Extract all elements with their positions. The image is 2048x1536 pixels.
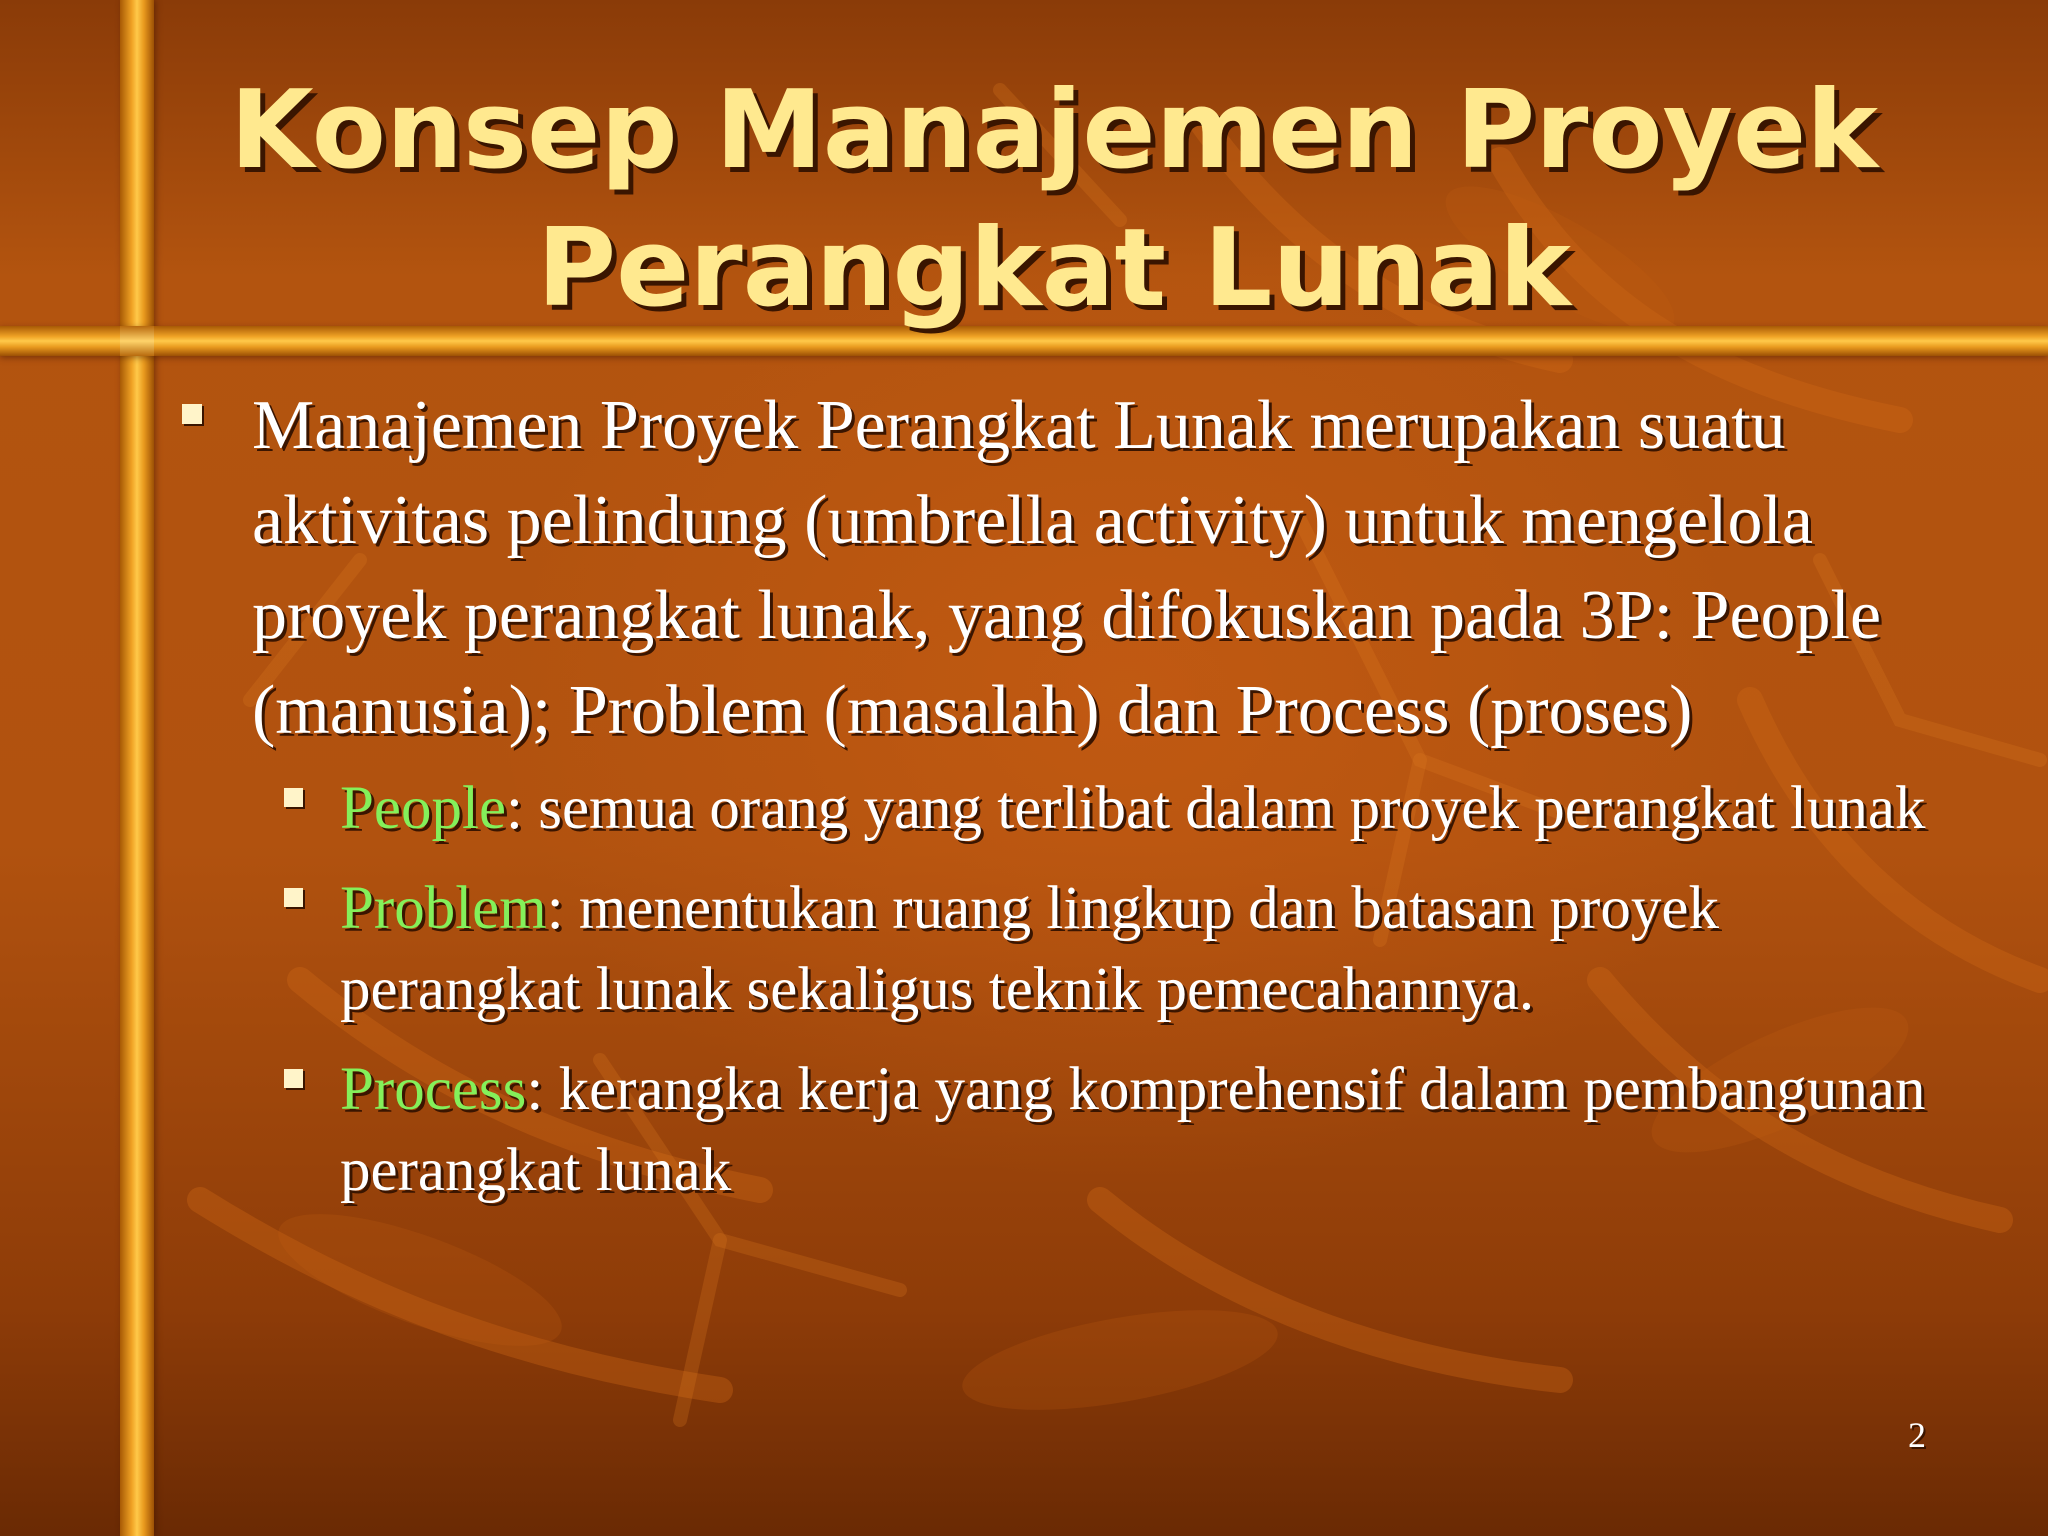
vertical-gold-bar <box>120 0 154 1536</box>
process-description: : kerangka kerja yang komprehensif dalam pembangunan perangkat lunak <box>340 1056 1926 1204</box>
sub-bullet-process <box>176 1049 1936 1211</box>
title-line-2: Perangkat Lunak <box>537 206 1571 331</box>
term-process: Process <box>340 1056 527 1123</box>
sub-bullet-people <box>176 768 1936 849</box>
square-bullet-icon <box>284 888 303 907</box>
slide-body <box>176 378 1936 1230</box>
people-description: : semua orang yang terlibat dalam proyek perangkat lunak <box>506 775 1926 842</box>
sub-bullet-list <box>176 768 1936 1211</box>
main-bullet-item <box>176 378 1936 758</box>
gold-bar-intersection <box>120 326 154 356</box>
term-problem: Problem <box>340 875 547 942</box>
page-number: 2 <box>1908 1415 1926 1455</box>
title-line-1: Konsep Manajemen Proyek <box>229 68 1879 193</box>
slide-title <box>154 62 1954 338</box>
sub-bullet-problem <box>176 868 1936 1030</box>
square-bullet-icon <box>284 788 303 807</box>
term-people: People <box>340 775 507 842</box>
problem-description: : menentukan ruang lingkup dan batasan proyek perangkat lunak sekaligus teknik pemecahannya. <box>340 875 1719 1023</box>
main-bullet-text: Manajemen Proyek Perangkat Lunak merupakan suatu aktivitas pelindung (umbrella activity) untuk mengelola proyek perangkat lunak, yang difokuskan pada 3P: People (manusia); Problem (masalah) dan Process (proses) <box>252 387 1882 749</box>
square-bullet-icon <box>284 1069 303 1088</box>
square-bullet-icon <box>182 404 202 424</box>
